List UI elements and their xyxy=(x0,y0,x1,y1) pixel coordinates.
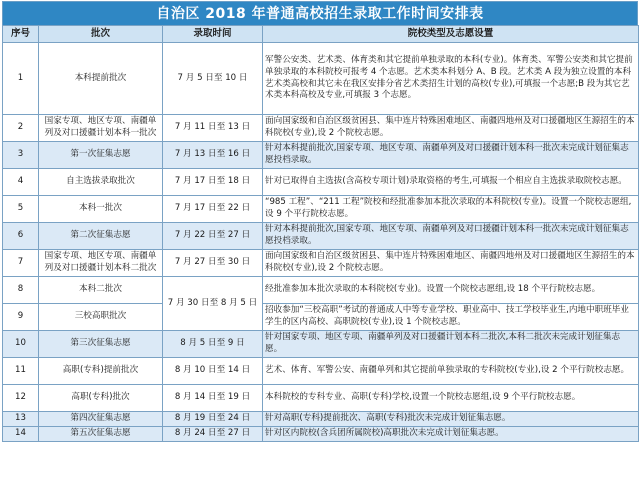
row-number: 13 xyxy=(3,412,39,427)
row-batch: 高职(专科)批次 xyxy=(39,385,163,412)
row-number: 1 xyxy=(3,43,39,115)
table-row xyxy=(3,331,639,358)
row-time: 7 月 17 日至 22 日 xyxy=(163,196,263,223)
row-time: 7 月 27 日至 30 日 xyxy=(163,250,263,277)
row-batch: 本科一批次 xyxy=(39,196,163,223)
row-time: 7 月 13 日至 16 日 xyxy=(163,142,263,169)
row-time: 8 月 14 日至 19 日 xyxy=(163,385,263,412)
header-batch: 批次 xyxy=(39,26,163,43)
row-number: 3 xyxy=(3,142,39,169)
row-batch: 本科提前批次 xyxy=(39,43,163,115)
row-description: 针对已取得自主选拔(含高校专项计划)录取资格的考生,可填报一个相应自主选拔录取院校志愿。 xyxy=(263,169,639,196)
header-time: 录取时间 xyxy=(163,26,263,43)
table-row xyxy=(3,385,639,412)
table-row xyxy=(3,277,639,304)
row-batch: 本科二批次 xyxy=(39,277,163,304)
row-number: 4 xyxy=(3,169,39,196)
row-description: 针对国家专项、地区专项、南疆单列及对口援疆计划本科二批次,本科二批次未完成计划征集志愿。 xyxy=(263,331,639,358)
table-row xyxy=(3,223,639,250)
row-time: 8 月 19 日至 24 日 xyxy=(163,412,263,427)
row-number: 9 xyxy=(3,304,39,331)
row-time: 8 月 24 日至 27 日 xyxy=(163,427,263,442)
row-description: 针对本科提前批次,国家专项、地区专项、南疆单列及对口援疆计划本科一批次未完成计划征集志愿投档录取。 xyxy=(263,223,639,250)
row-time: 7 月 11 日至 13 日 xyxy=(163,115,263,142)
row-time: 7 月 5 日至 10 日 xyxy=(163,43,263,115)
row-batch: 高职(专科)提前批次 xyxy=(39,358,163,385)
table-header-row xyxy=(3,26,639,43)
row-number: 12 xyxy=(3,385,39,412)
table-row xyxy=(3,142,639,169)
row-batch: 国家专项、地区专项、南疆单列及对口援疆计划本科一批次 xyxy=(39,115,163,142)
row-time: 7 月 30 日至 8 月 5 日 xyxy=(163,277,263,331)
row-batch: 三校高职批次 xyxy=(39,304,163,331)
row-number: 10 xyxy=(3,331,39,358)
row-description: 艺术、体育、军警公安、南疆单列和其它提前单独录取的专科院校(专业),设 2 个平行院校志愿。 xyxy=(263,358,639,385)
row-description: 针对高职(专科)提前批次、高职(专科)批次未完成计划征集志愿。 xyxy=(263,412,639,427)
row-batch: 第四次征集志愿 xyxy=(39,412,163,427)
row-number: 11 xyxy=(3,358,39,385)
row-description: 军警公安类、艺术类、体育类和其它提前单独录取的本科(专业)。体育类、军警公安类和其它提前单独录取的本科院校可报考 4 个志愿。艺术类本科划分 A、B 段。艺术类 A 段为独立设置的本科艺术类高校和其它未在我区安排分省艺术类招生计划的高校(专业),可填报一个志愿;B 段为其它艺术类本科高校及专业,可填报 3 个志愿。 xyxy=(263,43,639,115)
table-row xyxy=(3,43,639,115)
row-time: 8 月 10 日至 14 日 xyxy=(163,358,263,385)
row-description: 针对本科提前批次,国家专项、地区专项、南疆单列及对口援疆计划本科一批次未完成计划征集志愿投档录取。 xyxy=(263,142,639,169)
row-description: 本科院校的专科专业、高职(专科)学校,设置一个院校志愿组,设 9 个平行院校志愿。 xyxy=(263,385,639,412)
table-row xyxy=(3,169,639,196)
page-title: 自治区 2018 年普通高校招生录取工作时间安排表 xyxy=(2,1,638,25)
row-number: 6 xyxy=(3,223,39,250)
table-row xyxy=(3,412,639,427)
table-row xyxy=(3,427,639,442)
row-description: 面向国家级和自治区级贫困县、集中连片特殊困难地区、南疆四地州及对口援疆地区生源招生的本科院校(专业),设 2 个院校志愿。 xyxy=(263,115,639,142)
table-row xyxy=(3,115,639,142)
row-batch: 第三次征集志愿 xyxy=(39,331,163,358)
row-number: 14 xyxy=(3,427,39,442)
header-number: 序号 xyxy=(3,26,39,43)
table-row xyxy=(3,196,639,223)
row-batch: 第一次征集志愿 xyxy=(39,142,163,169)
row-batch: 第五次征集志愿 xyxy=(39,427,163,442)
row-description: “985 工程”、“211 工程”院校和经批准参加本批次录取的本科院校(专业)。设置一个院校志愿组,设 9 个平行院校志愿。 xyxy=(263,196,639,223)
row-number: 5 xyxy=(3,196,39,223)
schedule-table xyxy=(2,25,639,442)
row-description: 面向国家级和自治区级贫困县、集中连片特殊困难地区、南疆四地州及对口援疆地区生源招生的本科院校(专业),设 2 个院校志愿。 xyxy=(263,250,639,277)
table-row xyxy=(3,250,639,277)
row-batch: 第二次征集志愿 xyxy=(39,223,163,250)
row-time: 7 月 22 日至 27 日 xyxy=(163,223,263,250)
row-number: 2 xyxy=(3,115,39,142)
table-row xyxy=(3,304,639,331)
row-batch: 自主选拔录取批次 xyxy=(39,169,163,196)
row-number: 7 xyxy=(3,250,39,277)
row-number: 8 xyxy=(3,277,39,304)
row-time: 7 月 17 日至 18 日 xyxy=(163,169,263,196)
row-description: 招收参加“三校高职”考试的普通成人中等专业学校、职业高中、技工学校毕业生,内地中职班毕业学生的区内高校、高职院校(专业),设 1 个院校志愿。 xyxy=(263,304,639,331)
header-description: 院校类型及志愿设置 xyxy=(263,26,639,43)
row-time: 8 月 5 日至 9 日 xyxy=(163,331,263,358)
row-description: 经批准参加本批次录取的本科院校(专业)。设置一个院校志愿组,设 18 个平行院校志愿。 xyxy=(263,277,639,304)
table-row xyxy=(3,358,639,385)
row-description: 针对区内院校(含兵团所属院校)高职批次未完成计划征集志愿。 xyxy=(263,427,639,442)
row-batch: 国家专项、地区专项、南疆单列及对口援疆计划本科二批次 xyxy=(39,250,163,277)
